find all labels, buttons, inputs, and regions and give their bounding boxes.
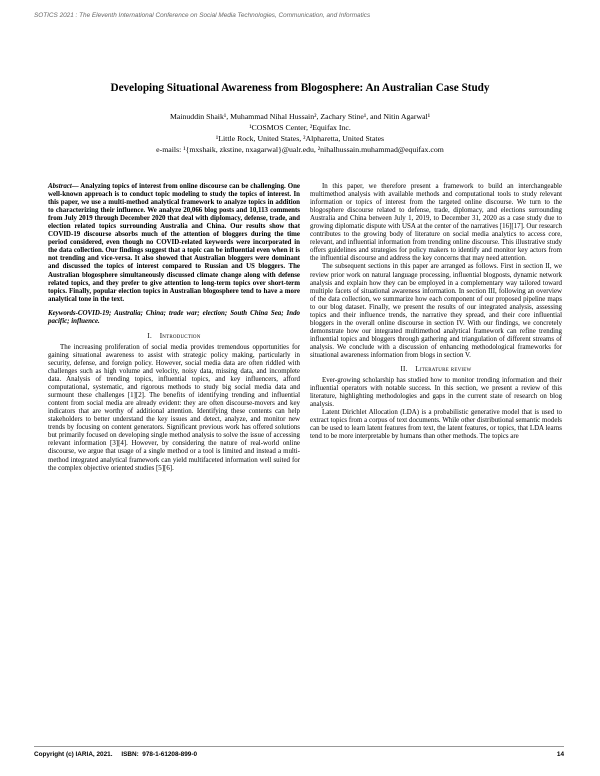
keywords-text: -COVID-19; Australia; China; trade war; election; South China Sea; Indo pacific; influence. [48, 309, 300, 325]
keywords-label: Keywords [48, 309, 76, 317]
section-title: Literature review [415, 365, 472, 374]
paragraph: The subsequent sections in this paper are arranged as follows. First in section II, we review prior work on natural language processing, influential blogposts, dynamic network analysis and explain how they can be employed in a complementary way tailored toward multiple facets of situational awareness information. In section III, following an overview of the data collection, we summarize how each component of our proposed pipeline maps to our blog dataset. Finally, we present the results of our integrated analysis, assessing topics and their influence trends, the narrative they spread, and their core influential bloggers in the overall online discourse in section IV. With our findings, we concretely demonstrate how our integrated multimethod analytical framework can refine trending influential topics and bloggers through gathering and triangulation of different streams of analysis. We conclude with a discussion of enhancing methodological frameworks for situational awareness information from blogs in section V. [310, 263, 562, 359]
section-number: I. [147, 331, 152, 340]
footer-copyright: Copyright (c) IARIA, 2021. ISBN: 978-1-61208-899-0 [34, 751, 198, 758]
running-header: SOTICS 2021 : The Eleventh International Conference on Social Media Technologies, Communication, and Informatics [34, 12, 371, 19]
right-column [310, 183, 562, 441]
author-locations: ¹Little Rock, United States, ²Alpharetta, United States [215, 134, 385, 143]
abstract [48, 183, 300, 304]
page-footer [34, 751, 564, 758]
abstract-text: — Analyzing topics of interest from online discourse can be challenging. One well-known approach is to conduct topic modeling to study the topics of interest. In this paper, we use a multi-method analytical framework to analyze topics in addition to characterizing their influence. We analyze 20,066 blog posts and 10,113 comments from July 2019 through December 2020 that deal with diplomacy, defense, trade, and election related topics surrounding Australia and China. Our results show that COVID-19 discourse absorbs much of the attention of bloggers during the time period considered, even though no COVID-related keywords were incorporated in the data collection. Our findings suggest that a topic can be influential even when it is not trending and vice-versa. It also showed that Australian bloggers were dominant and discussed the topics of interest compared to Russian and US bloggers. The Australian blogosphere simultaneously discussed climate change along with defense related topics, and they prefer to give attention to long-term topics over short-term topics. Finally, popular election topics in Australian blogosphere tend to have a more analytical tone in the text. [48, 183, 300, 303]
author-emails: e-mails: ¹{mxshaik, zkstine, nxagarwal}@ualr.edu, ²nihalhussain.muhammad@equifax.com [156, 145, 444, 154]
footer-divider [34, 746, 564, 747]
section-number: II. [400, 365, 408, 374]
paragraph: The increasing proliferation of social media provides tremendous opportunities for gaining situational awareness to assist with strategic policy making, particularly in security, defense, and foreign policy. However, social media data are often riddled with challenges such as high volume and velocity, noisy data, missing data, and incomplete data. Analysis of trending topics, influential topics, and key influencers, afford computational, systematic, and rigorous methods to study big social media data and surmount these challenges [1][2]. The benefits of identifying trending and influential content from social media are already evident: they are often discourse-movers and key indicators that are worthy of additional attention. Identifying these contents can help stakeholders to better understand the key issues and detect, analyze, and monitor new trends by focusing on content generators. Significant previous work has offered solutions but primarily focused on developing single method analysis to solve the issue of accessing relevant information [3][4]. However, by considering the nature of real-world online discourse, we argue that usage of a single method or a tool is limited and instead a multi-method integrated analytical framework can yield multifaceted information well suited for the complex objective oriented studies [5][6]. [48, 343, 300, 472]
author-names: Mainuddin Shaik¹, Muhammad Nihal Hussain², Zachary Stine¹, and Nitin Agarwal¹ [169, 112, 431, 121]
section-heading-introduction [48, 332, 300, 340]
paragraph: Ever-growing scholarship has studied how to monitor trending information and their influential operators with notable success. In this section, we present a review of this literature, highlighting methodologies and gaps in the current state of research on blog analysis. [310, 377, 562, 409]
paragraph: Latent Dirichlet Allocation (LDA) is a probabilistic generative model that is used to extract topics from a corpus of text documents. While other distributional semantic models can be used to learn latent features from text, the latent features, or topics, that LDA learns tend to be more interpretable by humans than other methods. The topics are [310, 409, 562, 441]
keywords [48, 310, 300, 326]
section-heading-literature-review [310, 365, 562, 373]
section-title: Introduction [159, 331, 201, 340]
page-number: 14 [556, 751, 564, 758]
left-column [48, 183, 300, 473]
paragraph: In this paper, we therefore present a framework to build an interchangeable multimethod analysis with available methods and computational tools to study relevant information or topics of interest from the targeted online discourse. We turn to the blogosphere discourse related to defense, trade, diplomacy, and elections surrounding Australia and China between July 1, 2019, to December 31, 2020 as a case study due to growing diplomatic dispute with USA at the center of the narratives [16][17]. Our research contributes to the growing body of literature on social media analytics to access core, relevant, and influential information from trending online discourse. This illustrative study offers guidelines and strategies for policy makers to identify and monitor key actors from the influential discourse and address the key concerns that may need attention. [310, 183, 562, 263]
paper-title: Developing Situational Awareness from Blogosphere: An Australian Case Study [110, 82, 490, 94]
author-block [30, 111, 570, 155]
abstract-label: Abstract [48, 183, 72, 190]
author-affiliations: ¹COSMOS Center, ²Equifax Inc. [249, 123, 351, 132]
